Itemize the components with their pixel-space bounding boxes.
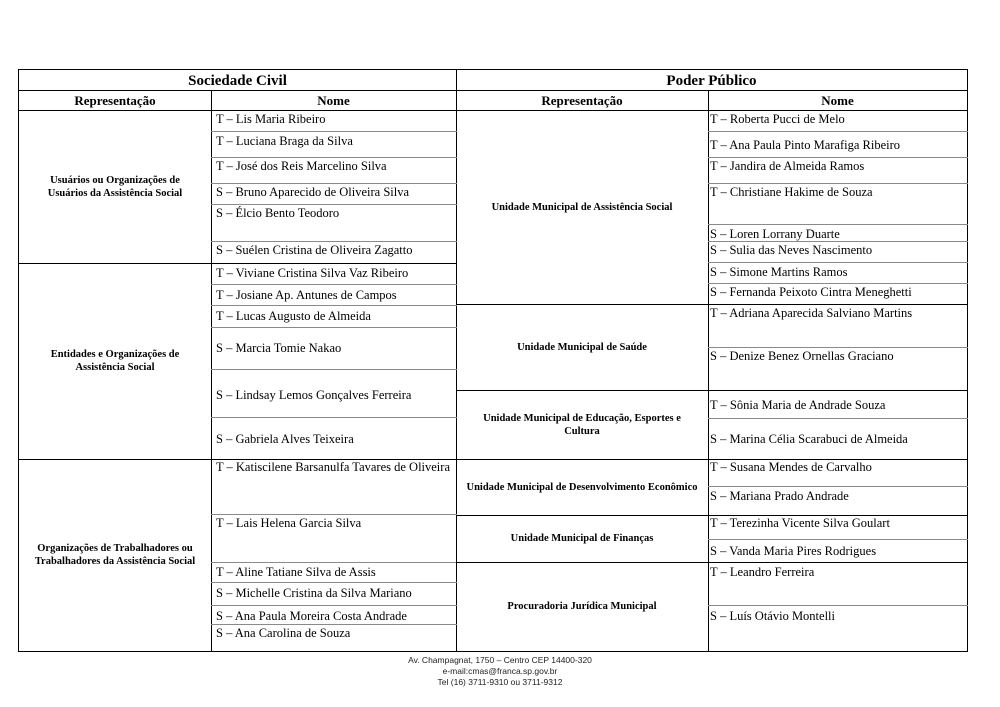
right-row-divider [708,347,968,348]
right-name-7: S – Simone Martins Ramos [710,265,848,279]
right-row-divider [708,262,968,263]
header-poder-publico: Poder Público [666,73,757,89]
table-bottom-border [18,651,968,652]
left-name-11: S – Lindsay Lemos Gonçalves Ferreira [216,388,412,402]
left-row-divider [211,582,457,583]
right-name-9: T – Adriana Aparecida Salviano Martins [710,306,913,320]
left-name-7: T – Viviane Cristina Silva Vaz Ribeiro [216,266,409,280]
right-name-17: T – Leandro Ferreira [710,565,815,579]
left-group-divider-1 [18,263,457,264]
right-name-10: S – Denize Benez Ornellas Graciano [710,349,894,363]
right-name-8: S – Fernanda Peixoto Cintra Meneghetti [710,285,912,299]
left-row-divider [211,204,457,205]
left-row-divider [211,624,457,625]
right-name-2: T – Ana Paula Pinto Marafiga Ribeiro [710,138,901,152]
right-row-divider [708,539,968,540]
left-row-divider [211,183,457,184]
left-name-12: S – Gabriela Alves Teixeira [216,432,354,446]
left-name-10: S – Marcia Tomie Nakao [216,341,342,355]
left-name-3: T – José dos Reis Marcelino Silva [216,159,387,173]
left-group-usuarios: Usuários ou Organizações de Usuários da Assistência Social [47,174,183,199]
header-nome-left: Nome [317,93,350,108]
header-representacao-right: Representação [541,93,623,108]
right-group-divider-3 [456,459,968,460]
left-name-1: T – Lis Maria Ribeiro [216,112,326,126]
left-row-divider [211,562,457,563]
left-name-18: S – Ana Carolina de Souza [216,626,351,640]
right-name-6: S – Sulia das Neves Nascimento [710,243,873,257]
right-group-desenvolvimento: Unidade Municipal de Desenvolvimento Econômico [466,481,698,493]
left-row-divider [211,605,457,606]
left-row-divider [211,305,457,306]
left-row-divider [211,284,457,285]
left-name-14: T – Lais Helena Garcia Silva [216,516,362,530]
left-name-8: T – Josiane Ap. Antunes de Campos [216,288,397,302]
left-col-divider [211,90,212,652]
footer-address: Av. Champagnat, 1750 – Centro CEP 14400-320 [408,655,592,665]
left-row-divider [211,131,457,132]
right-group-financas: Unidade Municipal de Finanças [510,533,654,544]
right-group-divider-2 [456,390,968,391]
left-group-trabalhadores: Organizações de Trabalhadores ou Trabalhadores da Assistência Social [34,543,196,567]
left-name-17: S – Ana Paula Moreira Costa Andrade [216,609,407,623]
table-left-border [18,69,19,652]
header-nome-right: Nome [821,93,854,108]
right-name-3: T – Jandira de Almeida Ramos [710,159,865,173]
right-group-saude: Unidade Municipal de Saúde [517,341,647,353]
header-divider [18,90,968,91]
left-row-divider [211,241,457,242]
header-representacao-left: Representação [74,93,156,108]
right-row-divider [708,241,968,242]
left-row-divider [211,369,457,370]
header-sociedade-civil: Sociedade Civil [188,73,287,89]
right-name-18: S – Luís Otávio Montelli [710,609,835,623]
left-row-divider [211,514,457,515]
subheader-divider [18,110,968,111]
right-name-15: T – Terezinha Vicente Silva Goulart [710,516,890,530]
right-row-divider [708,157,968,158]
right-name-1: T – Roberta Pucci de Melo [710,112,845,126]
footer-email: e-mail:cmas@franca.sp.gov.br [442,666,558,676]
left-name-9: T – Lucas Augusto de Almeida [216,309,371,323]
right-name-13: T – Susana Mendes de Carvalho [710,460,872,474]
right-row-divider [708,283,968,284]
left-row-divider [211,417,457,418]
right-name-11: T – Sônia Maria de Andrade Souza [710,398,886,412]
right-name-12: S – Marina Célia Scarabuci de Almeida [710,432,908,446]
right-name-16: S – Vanda Maria Pires Rodrigues [710,544,877,558]
right-row-divider [708,605,968,606]
left-name-2: T – Luciana Braga da Silva [216,134,353,148]
right-name-4: T – Christiane Hakime de Souza [710,185,873,199]
right-name-5: S – Loren Lorrany Duarte [710,227,840,241]
right-row-divider [708,224,968,225]
left-name-13: T – Katiscilene Barsanulfa Tavares de Oliveira [216,460,450,474]
right-group-divider-5 [456,562,968,563]
left-name-16: S – Michelle Cristina da Silva Mariano [216,586,412,600]
left-name-15: T – Aline Tatiane Silva de Assis [216,565,376,579]
left-name-5: S – Élcio Bento Teodoro [216,206,340,220]
right-name-14: S – Mariana Prado Andrade [710,489,849,503]
left-name-4: S – Bruno Aparecido de Oliveira Silva [216,185,410,199]
left-group-divider-2 [18,459,457,460]
right-row-divider [708,131,968,132]
right-group-divider-1 [456,304,968,305]
right-group-divider-4 [456,515,968,516]
left-row-divider [211,157,457,158]
right-group-procuradoria: Procuradoria Jurídica Municipal [507,601,657,612]
right-row-divider [708,418,968,419]
left-name-6: S – Suélen Cristina de Oliveira Zagatto [216,243,413,257]
left-row-divider [211,327,457,328]
table-top-border [18,69,968,70]
footer-phone: Tel (16) 3711-9310 ou 3711-9312 [437,677,563,687]
right-col-divider [708,90,709,652]
right-row-divider [708,183,968,184]
left-group-entidades: Entidades e Organizações de Assistência Social [50,349,180,373]
right-group-assistencia: Unidade Municipal de Assistência Social [491,201,673,213]
right-row-divider [708,486,968,487]
right-group-educacao: Unidade Municipal de Educação, Esportes e Cultura [483,412,681,437]
